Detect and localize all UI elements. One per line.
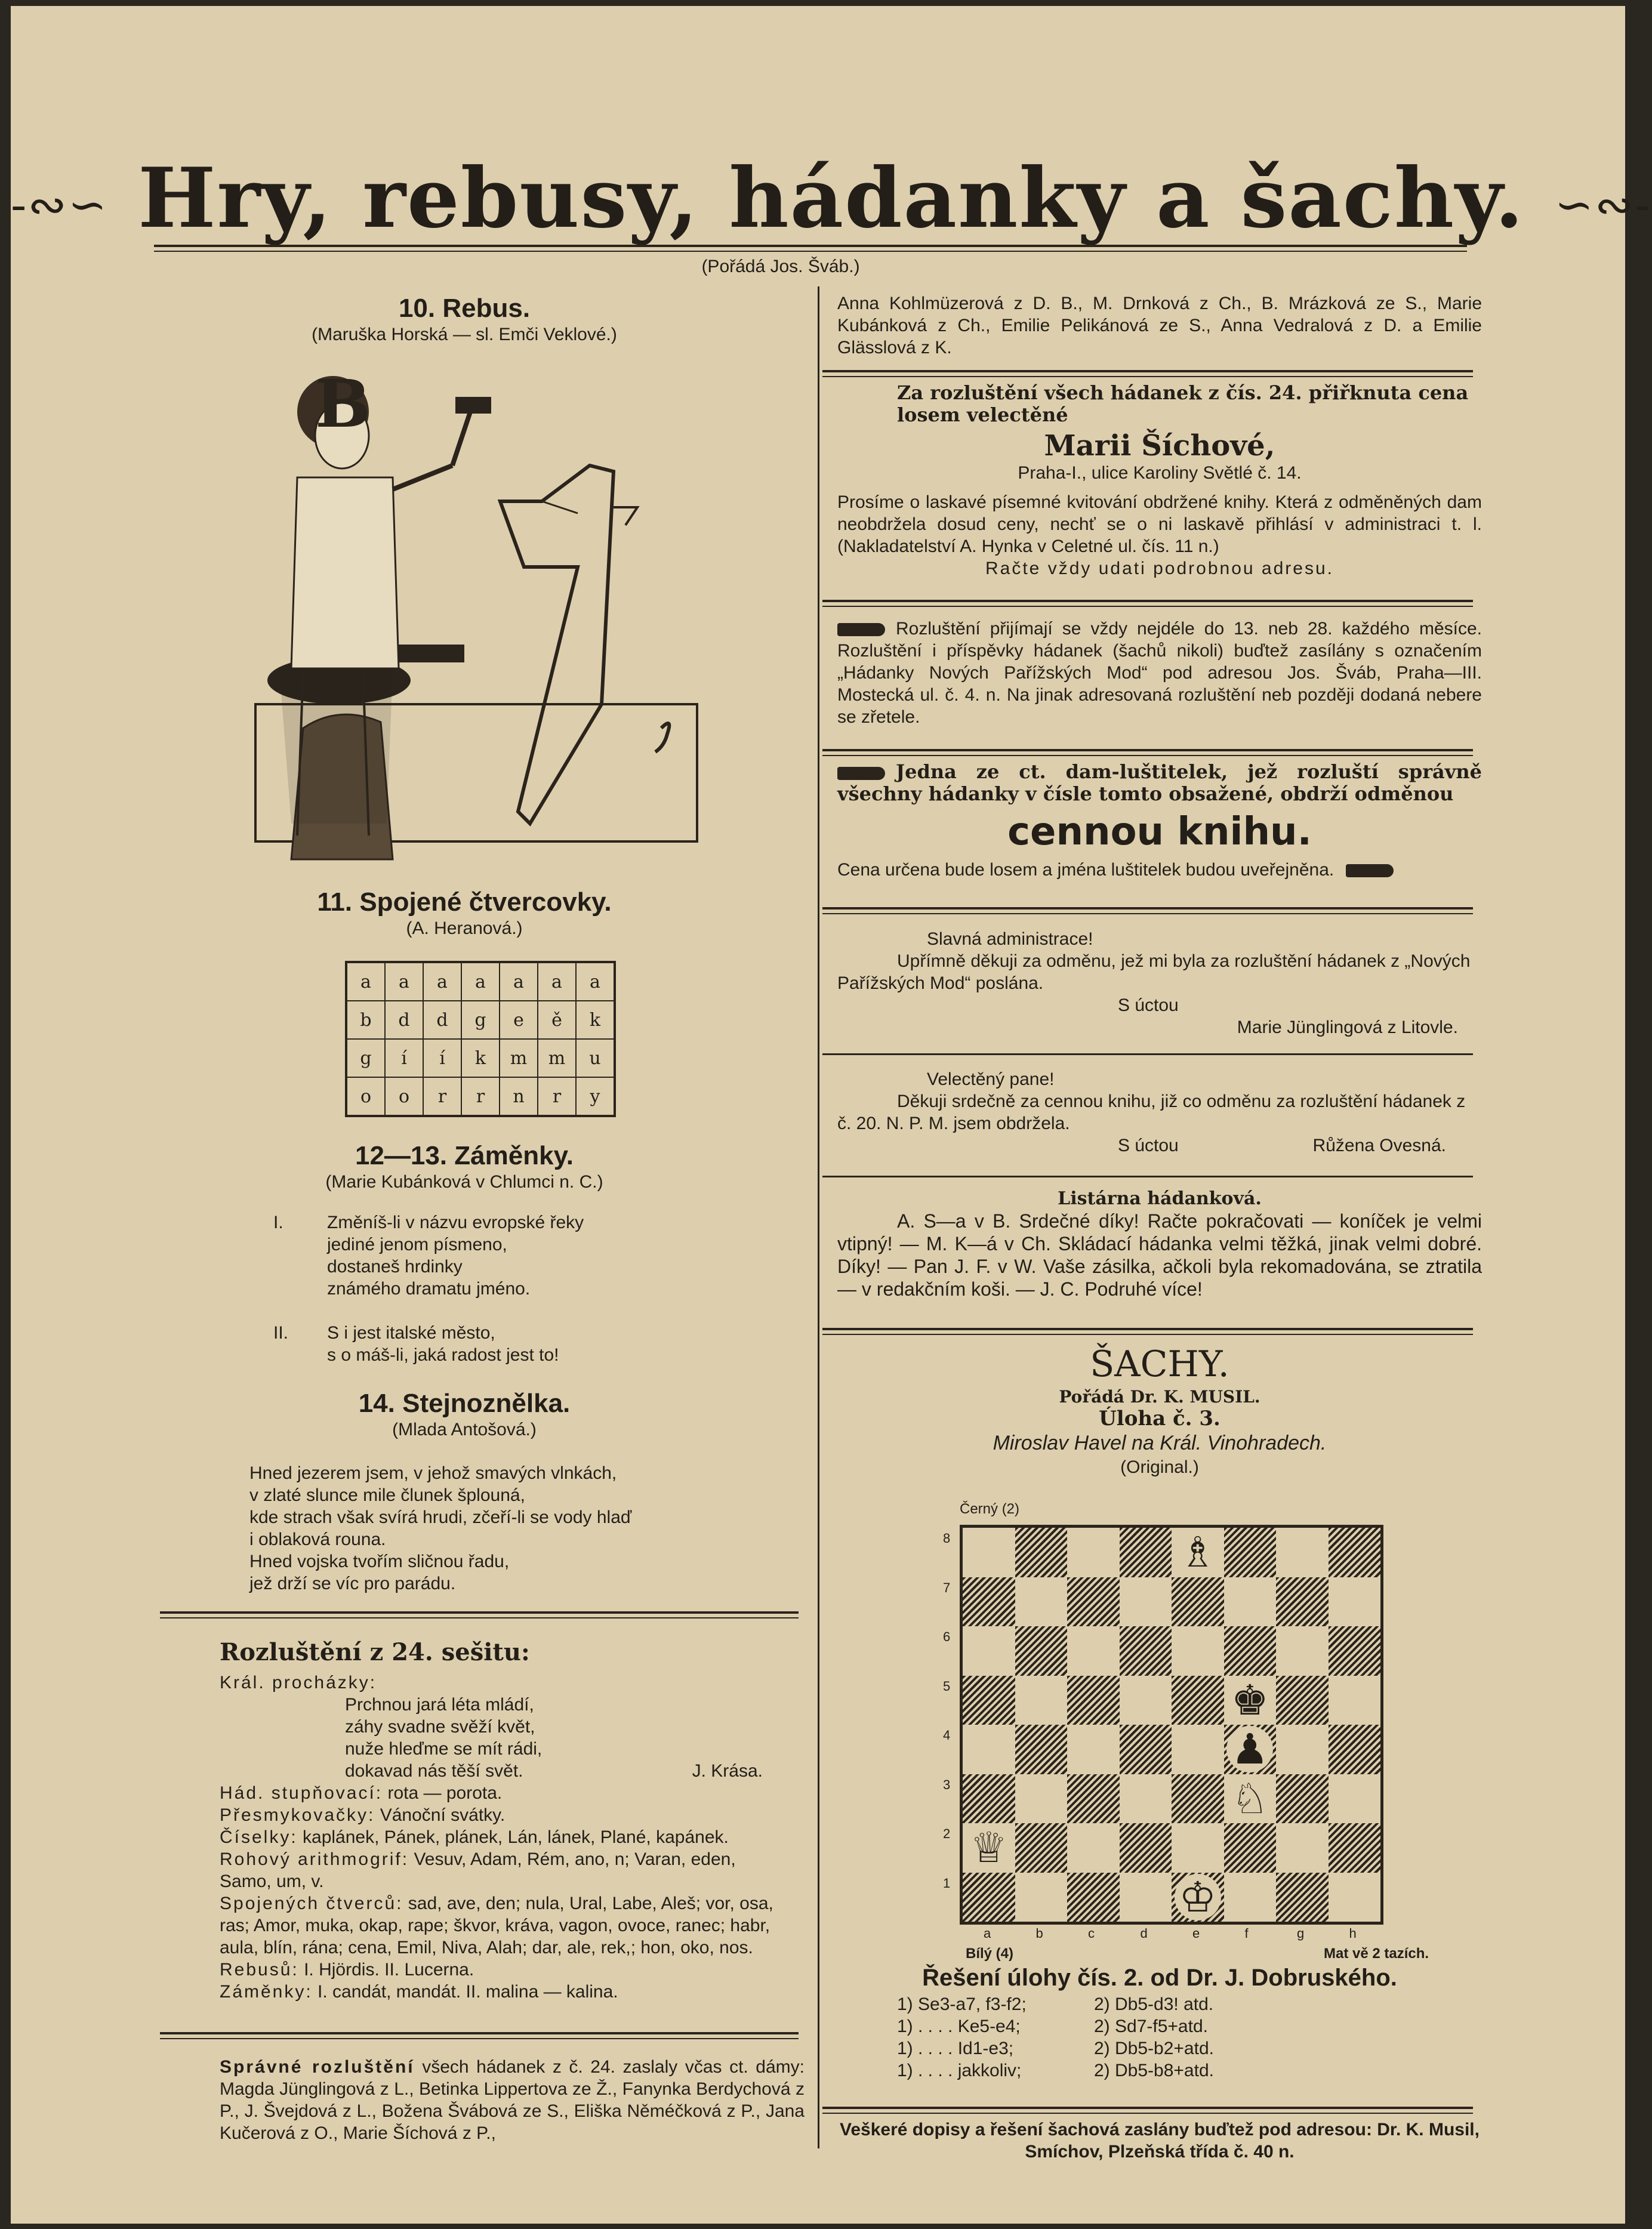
solution-label: Přesmykovačky: xyxy=(220,1805,375,1825)
file-label: c xyxy=(1088,1926,1095,1941)
stejnoznelka-section xyxy=(226,1388,703,1440)
board-square xyxy=(1015,1626,1068,1676)
board-square xyxy=(963,1725,1015,1774)
chess-problem: Úloha č. 3. xyxy=(1099,1407,1220,1430)
solution-text: I. Hjördis. II. Lucerna. xyxy=(298,1960,474,1980)
grid-cell: a xyxy=(346,962,385,1001)
listarna-text: A. S—a v B. Srdečné díky! Račte pokračovati — koníček je velmi vtipný! — M. K—á v Ch. Skládací hádanka velmi těžká, jinak velmi dobré. Díky! — Pan J. F. v W. Vaše zásilka, ačkoli byla rekomadována, se ztratila — v redakčním koši. — J. C. Podruhé více! xyxy=(837,1210,1482,1300)
grid-cell: m xyxy=(538,1039,576,1077)
letter2-body: Děkuji srdečně za cennou knihu, již co odměnu za rozluštění hádanek z č. 20. N. P. M. jsem obdržela. xyxy=(837,1092,1466,1133)
chess-moves xyxy=(897,1993,1482,2082)
reward-prize: cennou knihu. xyxy=(1007,810,1312,854)
solution-text: Vánoční svátky. xyxy=(375,1805,506,1825)
move-first: 1) . . . . jakkoliv; xyxy=(897,2061,1022,2080)
move-second: 2) Sd7-f5+atd. xyxy=(1094,2017,1208,2036)
grid-cell: í xyxy=(385,1039,423,1077)
board-square xyxy=(1224,1577,1277,1627)
solution-text: rota — porota. xyxy=(383,1783,503,1803)
white-count-label: Bílý (4) xyxy=(966,1946,1014,1962)
title-ornament-right: ∽∾- xyxy=(1554,178,1652,232)
poem-line: Hned jezerem jsem, v jehož smavých vlnkách, xyxy=(249,1463,617,1483)
zamenky-i-line: dostaneš hrdinky xyxy=(327,1257,463,1277)
move-second: 2) Db5-b2+atd. xyxy=(1094,2039,1214,2058)
file-label: b xyxy=(1035,1926,1043,1941)
solution-poem-author: J. Krása. xyxy=(692,1761,763,1781)
board-square xyxy=(1172,1873,1224,1922)
grid-cell: e xyxy=(500,1001,538,1039)
board-square xyxy=(1329,1676,1381,1725)
board-square xyxy=(1329,1873,1381,1922)
board-square xyxy=(1172,1774,1224,1824)
title-rule xyxy=(154,245,1467,247)
chess-address: Veškeré dopisy a řešení šachová zaslány buďtež pod adresou: Dr. K. Musil, Smíchov, Plzeňská třída č. 40 n. xyxy=(840,2120,1480,2162)
grid-cell: n xyxy=(500,1077,538,1116)
board-square xyxy=(1224,1823,1277,1873)
section-rule xyxy=(822,370,1473,372)
board-square xyxy=(1120,1774,1172,1824)
title-ornament-left: -∾∽ xyxy=(11,178,109,232)
grid-row xyxy=(346,1077,615,1116)
solution-item xyxy=(220,1959,787,1981)
move-first: 1) . . . . Id1-e3; xyxy=(897,2039,1014,2058)
solution-poem-line: nuže hleďme se mít rádi, xyxy=(345,1739,543,1759)
board-square xyxy=(1224,1676,1277,1725)
black-king-icon: ♚ xyxy=(1226,1677,1273,1724)
board-square xyxy=(1172,1676,1224,1725)
rebus-author: (Maruška Horská — sl. Emči Veklové.) xyxy=(312,325,617,344)
correct-label: Správné rozluštění xyxy=(220,2057,415,2077)
grid-cell: r xyxy=(423,1077,461,1116)
chess-heading: ŠACHY. xyxy=(1090,1343,1229,1385)
grid-cell: g xyxy=(346,1039,385,1077)
poem-line: v zlaté slunce mile člunek šplouná, xyxy=(249,1485,525,1505)
page-title xyxy=(11,149,1652,246)
letter1-body: Upřímně děkuji za odměnu, jež mi byla za rozluštění hádanek z „Nových Pařížských Mod“ poslána. xyxy=(837,951,1471,993)
board-square xyxy=(1276,1626,1329,1676)
section-rule xyxy=(822,600,1473,602)
solution-text: sad, ave, den; nula, Ural, Labe, Aleš; vor, osa, ras; Amor, muka, okap, rape; škvor, kráva, vagon, ovoce, ranec; habr, aula, blín, rána; cena, Emil, Niva, Alah; dar, ale, rek,; hon, oko, nos. xyxy=(220,1894,773,1957)
reward-note: Cena určena bude losem a jména luštitelek budou uveřejněna. xyxy=(837,860,1334,880)
zamenky-author: (Marie Kubánková v Chlumci n. C.) xyxy=(325,1172,603,1192)
solution-move xyxy=(897,1993,1482,2015)
grid-cell: g xyxy=(461,1001,500,1039)
file-label: f xyxy=(1244,1926,1249,1941)
letter1-greeting: Slavná administrace! xyxy=(927,929,1093,949)
board-square xyxy=(1329,1823,1381,1873)
board-square xyxy=(1172,1528,1224,1577)
board-square xyxy=(1329,1774,1381,1824)
zamenky-i-line: jediné jenom písmeno, xyxy=(327,1235,507,1254)
board-square xyxy=(1276,1873,1329,1922)
board-square xyxy=(1276,1676,1329,1725)
section-rule xyxy=(822,749,1473,751)
solution-label: Spojených čtverců: xyxy=(220,1894,403,1913)
board-square xyxy=(1067,1676,1120,1725)
board-square xyxy=(1015,1774,1068,1824)
rank-label: 5 xyxy=(943,1678,951,1694)
board-square xyxy=(1120,1577,1172,1627)
section-rule xyxy=(822,2107,1473,2109)
board-square xyxy=(1224,1725,1277,1774)
grid-cell: m xyxy=(500,1039,538,1077)
solution-label: Číselky: xyxy=(220,1827,298,1847)
board-square xyxy=(1015,1823,1068,1873)
grid-cell: a xyxy=(538,962,576,1001)
mate-label: Mat vě 2 tazích. xyxy=(1324,1946,1429,1962)
solution-item xyxy=(220,1981,787,2003)
grid-cell: í xyxy=(423,1039,461,1077)
solution-move xyxy=(897,2015,1482,2037)
rebus-heading: 10. Rebus. xyxy=(398,294,531,323)
notice-text: Rozluštění přijímají se vždy nejdéle do 13. neb 28. každého měsíce. Rozluštění i příspěvky hádanek (šachů nikoli) buďtež zasílány s označením „Hádanky Nových Pařížských Mod“ pod adresou Jos. Šváb, Praha—III. Mostecká ul. č. 4. n. Na jinak adresovaná rozluštění neb později dodaná nebere se zřetele. xyxy=(837,619,1482,727)
solution-label: Rebusů: xyxy=(220,1960,299,1980)
solutions-section xyxy=(220,1638,787,2003)
chess-solution xyxy=(837,1962,1482,2082)
grid-cell: o xyxy=(346,1077,385,1116)
correct-text: všech hádanek z č. 24. zaslaly včas ct. dámy: Magda Jünglingová z L., Betinka Lippertova ze Ž., Fanynka Berdychová z P., J. Švejdová z L., Božena Švábová ze S., Eliška Něméčková z P., Jana Kučerová z O., Marie Šíchová z P., xyxy=(220,2057,805,2143)
grid-cell: a xyxy=(423,962,461,1001)
grid-cell: a xyxy=(461,962,500,1001)
solution-item xyxy=(220,1826,787,1848)
zamenky-section xyxy=(226,1140,703,1192)
board-square xyxy=(1067,1528,1120,1577)
board-square xyxy=(1120,1528,1172,1577)
solution-label: Rohový arithmogrif: xyxy=(220,1849,409,1869)
file-label: a xyxy=(984,1926,991,1941)
board-square xyxy=(1329,1528,1381,1577)
letter-administration xyxy=(837,928,1482,1038)
section-rule xyxy=(822,1176,1473,1177)
solution-poem-line: Prchnou jará léta mládí, xyxy=(345,1695,534,1715)
board-square xyxy=(1276,1577,1329,1627)
zamenky-ii-line: S i jest italské město, xyxy=(327,1323,495,1343)
board-square xyxy=(963,1577,1015,1627)
grid-cell: a xyxy=(500,962,538,1001)
section-rule xyxy=(822,1328,1473,1330)
board-square xyxy=(1224,1873,1277,1922)
solutions-heading: Rozluštění z 24. sešitu: xyxy=(220,1638,530,1666)
rebus-section xyxy=(226,292,703,345)
correct-solvers xyxy=(220,2056,805,2144)
white-queen-icon: ♕ xyxy=(966,1824,1012,1871)
prize-address: Praha-I., ulice Karoliny Světlé č. 14. xyxy=(1018,463,1302,483)
stejnoznelka-author: (Mlada Antošová.) xyxy=(392,1420,537,1439)
board-square xyxy=(1224,1774,1277,1824)
prize-intro: Za rozluštění všech hádanek z čís. 24. přiřknuta cena losem velectěné xyxy=(897,381,1469,426)
pointing-hand-icon xyxy=(1346,864,1394,877)
section-rule xyxy=(822,1053,1473,1055)
board-square xyxy=(1224,1528,1277,1577)
chess-original: (Original.) xyxy=(1120,1457,1199,1477)
grid-cell: ě xyxy=(538,1001,576,1039)
stejnoznelka-poem xyxy=(249,1462,787,1595)
grid-cell: b xyxy=(346,1001,385,1039)
zamenky-i-line: Změníš-li v názvu evropské řeky xyxy=(327,1213,584,1232)
board-square xyxy=(1172,1626,1224,1676)
solution-item xyxy=(220,1804,787,1826)
listarna-heading: Listárna hádanková. xyxy=(1058,1188,1262,1209)
board-square xyxy=(963,1823,1015,1873)
prize-text: Prosíme o laskavé písemné kvitování obdržené knihy. Která z odměněných dam neobdržela dosud ceny, nechť se o ni laskavě přihlásí v administraci t. l. (Nakladatelství A. Hynka v Celetné ul. čís. 11 n.) xyxy=(837,492,1482,556)
board-square xyxy=(963,1774,1015,1824)
title-text: Hry, rebusy, hádanky a šachy. xyxy=(138,149,1525,246)
solution-poem-line: dokavad nás těší svět. xyxy=(345,1761,523,1781)
pointing-hand-icon xyxy=(837,623,885,636)
pointing-hand-icon xyxy=(837,767,885,780)
squares-author: (A. Heranová.) xyxy=(406,918,523,938)
svg-text:B: B xyxy=(315,365,371,442)
solution-label: Hád. stupňovací: xyxy=(220,1783,383,1803)
chess-section xyxy=(837,1343,1482,1478)
column-divider xyxy=(818,286,819,2148)
board-square xyxy=(1329,1577,1381,1627)
zamenky-ii-line: s o máš-li, jaká radost jest to! xyxy=(327,1345,559,1365)
board-square xyxy=(1120,1873,1172,1922)
board-square xyxy=(1329,1626,1381,1676)
poem-line: Hned vojska tvořím sličnou řadu, xyxy=(249,1552,510,1571)
letter2-closing: S úctou xyxy=(1118,1136,1179,1155)
stejnoznelka-heading: 14. Stejnoznělka. xyxy=(358,1389,571,1418)
rank-label: 1 xyxy=(943,1875,951,1891)
zamenky-i-line: známého dramatu jméno. xyxy=(327,1279,531,1299)
solution-text: Vesuv, Adam, Rém, ano, n; Varan, eden, Samo, um, v. xyxy=(220,1849,736,1891)
reward-section xyxy=(837,761,1482,881)
rank-label: 2 xyxy=(943,1826,951,1841)
poem-line: jež drží se víc pro parádu. xyxy=(249,1574,456,1593)
board-square xyxy=(1172,1823,1224,1873)
rank-label: 3 xyxy=(943,1777,951,1792)
grid-cell: d xyxy=(385,1001,423,1039)
solution-item xyxy=(220,1848,787,1892)
solution-label: Záměnky: xyxy=(220,1982,313,2002)
move-first: 1) Se3-a7, f3-f2; xyxy=(897,1994,1027,2014)
reward-text: Jedna ze ct. dam-luštitelek, jež rozluští správně všechny hádanky v čísle tomto obsažené, obdrží odměnou xyxy=(837,760,1482,805)
rank-label: 8 xyxy=(943,1531,951,1546)
section-rule xyxy=(160,1611,799,1614)
board-square xyxy=(1067,1577,1120,1627)
prize-last: Račte vždy udati podrobnou adresu. xyxy=(985,559,1334,578)
editor-credit: (Pořádá Jos. Šváb.) xyxy=(701,257,860,276)
board-square xyxy=(1120,1725,1172,1774)
white-knight-icon: ♘ xyxy=(1226,1775,1273,1822)
move-second: 2) Db5-d3! atd. xyxy=(1094,1994,1214,2014)
squares-heading: 11. Spojené čtvercovky. xyxy=(317,887,612,917)
listarna-section xyxy=(837,1188,1482,1300)
file-label: g xyxy=(1297,1926,1305,1941)
board-square xyxy=(1067,1626,1120,1676)
prize-section xyxy=(837,382,1482,579)
board-square xyxy=(1067,1823,1120,1873)
grid-row xyxy=(346,1001,615,1039)
grid-cell: k xyxy=(576,1001,615,1039)
move-second: 2) Db5-b8+atd. xyxy=(1094,2061,1214,2080)
solution-poem-line: záhy svadne svěží květ, xyxy=(345,1717,535,1737)
white-bishop-icon: ♗ xyxy=(1175,1529,1221,1576)
board-square xyxy=(1276,1725,1329,1774)
grid-cell: d xyxy=(423,1001,461,1039)
zamenky-ii xyxy=(273,1322,691,1366)
solution-item xyxy=(220,1782,787,1804)
board-square xyxy=(1329,1725,1381,1774)
solutions-list xyxy=(220,1782,787,2003)
board-square xyxy=(1224,1626,1277,1676)
rebus-illustration xyxy=(244,365,709,865)
zamenky-ii-label: II. xyxy=(273,1323,289,1343)
grid-cell: r xyxy=(538,1077,576,1116)
kral-label: Král. procházky: xyxy=(220,1673,377,1692)
rank-label: 4 xyxy=(943,1728,951,1743)
zamenky-i xyxy=(273,1211,691,1300)
board-square xyxy=(1067,1725,1120,1774)
grid-cell: k xyxy=(461,1039,500,1077)
poem-line: i oblaková rouna. xyxy=(249,1530,386,1549)
board-square xyxy=(1067,1774,1120,1824)
board-square xyxy=(1015,1873,1068,1922)
letter-editor xyxy=(837,1068,1482,1157)
board-square xyxy=(1015,1528,1068,1577)
prize-winner: Marii Šíchové, xyxy=(1044,429,1275,463)
grid-row xyxy=(346,1039,615,1077)
board-square xyxy=(1120,1676,1172,1725)
rank-label: 6 xyxy=(943,1629,951,1644)
zamenky-i-label: I. xyxy=(273,1213,283,1232)
board-square xyxy=(1276,1528,1329,1577)
board-square xyxy=(1015,1577,1068,1627)
board-square xyxy=(1172,1725,1224,1774)
letter1-closing: S úctou xyxy=(1118,995,1179,1015)
board-square xyxy=(963,1873,1015,1922)
black-pawn-icon: ♟ xyxy=(1226,1726,1273,1772)
solution-item xyxy=(220,1892,787,1959)
board-square xyxy=(1067,1873,1120,1922)
letter1-signature: Marie Jünglingová z Litovle. xyxy=(1237,1018,1458,1037)
zamenky-heading: 12—13. Záměnky. xyxy=(355,1141,574,1170)
board-square xyxy=(1015,1676,1068,1725)
board-square xyxy=(1172,1577,1224,1627)
squares-grid xyxy=(345,961,616,1117)
grid-cell: a xyxy=(385,962,423,1001)
grid-row xyxy=(346,962,615,1001)
board-square xyxy=(1276,1823,1329,1873)
letter2-signature: Růžena Ovesná. xyxy=(1312,1136,1446,1155)
white-king-icon: ♔ xyxy=(1175,1874,1221,1920)
chess-editor: Pořádá Dr. K. MUSIL. xyxy=(1059,1387,1260,1407)
squares-section xyxy=(226,886,703,939)
black-count-label: Černý (2) xyxy=(960,1501,1020,1517)
board-square xyxy=(963,1528,1015,1577)
section-rule xyxy=(822,907,1473,910)
solution-move xyxy=(897,2037,1482,2060)
magazine-page xyxy=(11,6,1652,2224)
chess-composer: Miroslav Havel na Král. Vinohradech. xyxy=(993,1432,1327,1454)
solution-text: kaplánek, Pánek, plánek, Lán, lánek, Plané, kapánek. xyxy=(297,1827,729,1847)
names-continued: Anna Kohlmüzerová z D. B., M. Drnková z Ch., B. Mrázková ze S., Marie Kubánková z Ch., Emilie Pelikánová ze S., Anna Vedralová z D. a Emilie Glässlová z K. xyxy=(837,294,1482,357)
solution-move xyxy=(897,2060,1482,2082)
solution-text: I. candát, mandát. II. malina — kalina. xyxy=(312,1982,618,2002)
grid-cell: a xyxy=(576,962,615,1001)
letter2-greeting: Velectěný pane! xyxy=(927,1069,1055,1089)
board-square xyxy=(963,1626,1015,1676)
board-square xyxy=(963,1676,1015,1725)
chess-solution-heading: Řešení úlohy čís. 2. od Dr. J. Dobruského. xyxy=(922,1965,1397,1991)
file-label: h xyxy=(1349,1926,1357,1941)
grid-cell: y xyxy=(576,1077,615,1116)
section-rule xyxy=(160,2032,799,2034)
grid-cell: r xyxy=(461,1077,500,1116)
move-first: 1) . . . . Ke5-e4; xyxy=(897,2017,1021,2036)
grid-cell: o xyxy=(385,1077,423,1116)
rank-label: 7 xyxy=(943,1580,951,1595)
board-square xyxy=(1276,1774,1329,1824)
poem-line: kde strach však svírá hrudi, zčeří-li se vody hlaď xyxy=(249,1507,632,1527)
file-label: d xyxy=(1140,1926,1148,1941)
board-square xyxy=(1120,1823,1172,1873)
chess-board xyxy=(960,1525,1383,1925)
file-label: e xyxy=(1192,1926,1200,1941)
board-square xyxy=(1015,1725,1068,1774)
board-square xyxy=(1120,1626,1172,1676)
notice-section xyxy=(837,618,1482,728)
grid-cell: u xyxy=(576,1039,615,1077)
